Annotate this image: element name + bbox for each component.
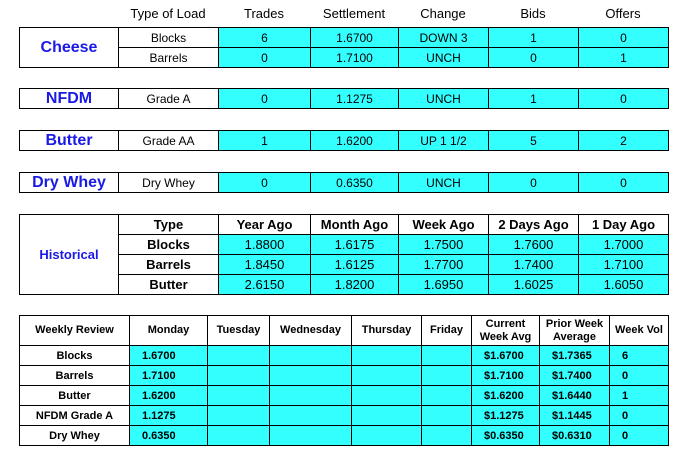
thursday-cell xyxy=(352,386,422,406)
butter-table xyxy=(19,130,669,151)
current-week-avg-cell: $1.7100 xyxy=(472,366,540,386)
table-row xyxy=(20,386,669,406)
header-settlement: Settlement xyxy=(322,6,386,21)
thursday-cell xyxy=(352,426,422,446)
friday-cell xyxy=(422,366,472,386)
change-cell: UNCH xyxy=(399,173,489,193)
value-cell: 1.7700 xyxy=(399,255,489,275)
offers-cell: 1 xyxy=(579,48,669,68)
friday-cell xyxy=(422,406,472,426)
wednesday-cell xyxy=(270,426,352,446)
column-header: Month Ago xyxy=(311,215,399,235)
type-cell: Barrels xyxy=(119,48,219,68)
friday-cell xyxy=(422,426,472,446)
trades-cell: 0 xyxy=(219,48,311,68)
offers-cell: 0 xyxy=(579,28,669,48)
table-header-row xyxy=(20,316,669,346)
value-cell: 1.7100 xyxy=(579,255,669,275)
week-vol-cell: 0 xyxy=(610,406,669,426)
column-header: Current Week Avg xyxy=(472,316,540,346)
change-cell: UP 1 1/2 xyxy=(399,131,489,151)
column-header: Wednesday xyxy=(270,316,352,346)
trades-cell: 0 xyxy=(219,173,311,193)
value-cell: 1.6025 xyxy=(489,275,579,295)
settlement-cell: 0.6350 xyxy=(311,173,399,193)
wednesday-cell xyxy=(270,406,352,426)
header-change: Change xyxy=(420,6,466,21)
column-header: Week Ago xyxy=(399,215,489,235)
settlement-cell: 1.1275 xyxy=(311,89,399,109)
offers-cell: 2 xyxy=(579,131,669,151)
row-label: Blocks xyxy=(20,346,130,366)
drywhey-label: Dry Whey xyxy=(20,173,119,193)
column-header: Weekly Review xyxy=(20,316,130,346)
week-vol-cell: 1 xyxy=(610,386,669,406)
header-type-of-load: Type of Load xyxy=(130,6,206,21)
column-header: Week Vol xyxy=(610,316,669,346)
table-row xyxy=(20,426,669,446)
value-cell: 1.8200 xyxy=(311,275,399,295)
bids-cell: 1 xyxy=(489,89,579,109)
cheese-table xyxy=(19,27,669,68)
table-row xyxy=(20,406,669,426)
column-header: Monday xyxy=(130,316,208,346)
row-label: Butter xyxy=(119,275,219,295)
bids-cell: 0 xyxy=(489,173,579,193)
wednesday-cell xyxy=(270,386,352,406)
week-vol-cell: 0 xyxy=(610,366,669,386)
trades-cell: 1 xyxy=(219,131,311,151)
wednesday-cell xyxy=(270,346,352,366)
change-cell: UNCH xyxy=(399,48,489,68)
table-row xyxy=(20,173,669,193)
column-header: 1 Day Ago xyxy=(579,215,669,235)
column-header: Thursday xyxy=(352,316,422,346)
week-vol-cell: 6 xyxy=(610,346,669,366)
thursday-cell xyxy=(352,346,422,366)
settlement-cell: 1.7100 xyxy=(311,48,399,68)
settlement-cell: 1.6200 xyxy=(311,131,399,151)
table-row xyxy=(20,366,669,386)
table-header-row xyxy=(20,215,669,235)
value-cell: 1.7000 xyxy=(579,235,669,255)
friday-cell xyxy=(422,346,472,366)
drywhey-table xyxy=(19,172,669,193)
column-header: 2 Days Ago xyxy=(489,215,579,235)
tuesday-cell xyxy=(208,406,270,426)
tuesday-cell xyxy=(208,346,270,366)
header-bids: Bids xyxy=(520,6,546,21)
type-cell: Blocks xyxy=(119,28,219,48)
bids-cell: 5 xyxy=(489,131,579,151)
header-trades: Trades xyxy=(244,6,284,21)
thursday-cell xyxy=(352,406,422,426)
wednesday-cell xyxy=(270,366,352,386)
type-cell: Dry Whey xyxy=(119,173,219,193)
prior-week-avg-cell: $1.7400 xyxy=(540,366,610,386)
value-cell: 1.6125 xyxy=(311,255,399,275)
prior-week-avg-cell: $1.6440 xyxy=(540,386,610,406)
current-week-avg-cell: $0.6350 xyxy=(472,426,540,446)
row-label: Barrels xyxy=(20,366,130,386)
monday-cell: 1.6700 xyxy=(130,346,208,366)
monday-cell: 0.6350 xyxy=(130,426,208,446)
nfdm-label: NFDM xyxy=(20,89,119,109)
value-cell: 1.7500 xyxy=(399,235,489,255)
type-cell: Grade AA xyxy=(119,131,219,151)
monday-cell: 1.7100 xyxy=(130,366,208,386)
value-cell: 1.8450 xyxy=(219,255,311,275)
value-cell: 1.7600 xyxy=(489,235,579,255)
prior-week-avg-cell: $0.6310 xyxy=(540,426,610,446)
cheese-label: Cheese xyxy=(20,28,119,68)
monday-cell: 1.6200 xyxy=(130,386,208,406)
trades-cell: 6 xyxy=(219,28,311,48)
historical-label: Historical xyxy=(20,215,119,295)
butter-label: Butter xyxy=(20,131,119,151)
prior-week-avg-cell: $1.1445 xyxy=(540,406,610,426)
settlement-cell: 1.6700 xyxy=(311,28,399,48)
value-cell: 1.6950 xyxy=(399,275,489,295)
nfdm-table xyxy=(19,88,669,109)
change-cell: DOWN 3 xyxy=(399,28,489,48)
value-cell: 1.7400 xyxy=(489,255,579,275)
offers-cell: 0 xyxy=(579,89,669,109)
monday-cell: 1.1275 xyxy=(130,406,208,426)
row-label: Dry Whey xyxy=(20,426,130,446)
table-row xyxy=(20,28,669,48)
offers-cell: 0 xyxy=(579,173,669,193)
week-vol-cell: 0 xyxy=(610,426,669,446)
tuesday-cell xyxy=(208,366,270,386)
column-header: Prior Week Average xyxy=(540,316,610,346)
table-row xyxy=(20,131,669,151)
thursday-cell xyxy=(352,366,422,386)
row-label: Barrels xyxy=(119,255,219,275)
table-row xyxy=(20,346,669,366)
historical-table xyxy=(19,214,669,295)
value-cell: 1.8800 xyxy=(219,235,311,255)
bids-cell: 0 xyxy=(489,48,579,68)
bids-cell: 1 xyxy=(489,28,579,48)
column-header: Year Ago xyxy=(219,215,311,235)
column-header: Type xyxy=(119,215,219,235)
current-week-avg-cell: $1.1275 xyxy=(472,406,540,426)
table-row xyxy=(20,89,669,109)
header-offers: Offers xyxy=(605,6,641,21)
value-cell: 1.6175 xyxy=(311,235,399,255)
change-cell: UNCH xyxy=(399,89,489,109)
friday-cell xyxy=(422,386,472,406)
current-week-avg-cell: $1.6200 xyxy=(472,386,540,406)
tuesday-cell xyxy=(208,426,270,446)
prior-week-avg-cell: $1.7365 xyxy=(540,346,610,366)
type-cell: Grade A xyxy=(119,89,219,109)
row-label: Butter xyxy=(20,386,130,406)
column-header: Friday xyxy=(422,316,472,346)
trades-cell: 0 xyxy=(219,89,311,109)
row-label: Blocks xyxy=(119,235,219,255)
weekly-review-table xyxy=(19,315,669,446)
row-label: NFDM Grade A xyxy=(20,406,130,426)
value-cell: 2.6150 xyxy=(219,275,311,295)
column-header: Tuesday xyxy=(208,316,270,346)
tuesday-cell xyxy=(208,386,270,406)
value-cell: 1.6050 xyxy=(579,275,669,295)
current-week-avg-cell: $1.6700 xyxy=(472,346,540,366)
